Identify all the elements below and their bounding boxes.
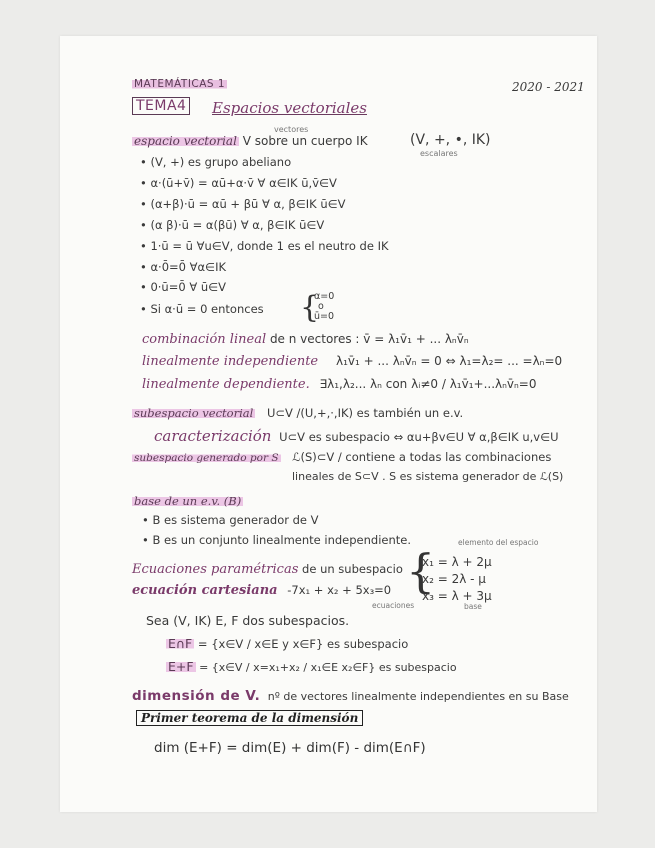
combinacion-term: combinación lineal bbox=[142, 332, 267, 347]
param-term: Ecuaciones paramétricas bbox=[132, 562, 299, 577]
base-item: • B es un conjunto linealmente independiente. bbox=[142, 533, 411, 547]
teorema-title: Primer teorema de la dimensión bbox=[136, 710, 363, 726]
cart-line bbox=[132, 583, 391, 598]
elemento-note: elemento del espacio bbox=[458, 538, 539, 547]
dimension-line bbox=[132, 688, 569, 704]
axiom-item: • Si α·ū = 0 entonces bbox=[140, 302, 264, 316]
escalares-note: escalares bbox=[420, 149, 458, 158]
definition-text: V sobre un cuerpo IK bbox=[242, 134, 368, 148]
param-system: x₁ = λ + 2μ x₂ = 2λ - μ x₃ = λ + 3μ bbox=[422, 555, 492, 603]
interseccion-label: E∩F bbox=[168, 636, 193, 651]
base-item: • B es sistema generador de V bbox=[142, 513, 319, 527]
notebook-page bbox=[60, 36, 597, 812]
system-brace: { bbox=[406, 544, 436, 598]
generado-term: subespacio generado por S bbox=[134, 452, 279, 464]
teorema-box bbox=[136, 711, 363, 725]
param-text: de un subespacio bbox=[302, 562, 403, 576]
subespacio-text: U⊂V /(U,+,·,IK) es también un e.v. bbox=[266, 406, 464, 420]
definition-line bbox=[132, 134, 368, 148]
generado-line bbox=[132, 450, 551, 464]
suma-label: E+F bbox=[168, 659, 194, 674]
year-label: 2020 - 2021 bbox=[512, 80, 585, 94]
subject-text: MATEMÁTICAS 1 bbox=[134, 78, 226, 90]
cart-term: ecuación cartesiana bbox=[132, 583, 278, 598]
base-line bbox=[132, 494, 243, 508]
subespacio-line bbox=[132, 406, 463, 420]
definition-term: espacio vectorial bbox=[134, 134, 237, 148]
axiom-brace: { bbox=[300, 290, 320, 325]
lin-indep-text: λ₁v̄₁ + ... λₙv̄ₙ = 0 ⇔ λ₁=λ₂= ... =λₙ=0 bbox=[335, 354, 563, 368]
dimension-term: dimensión de V. bbox=[132, 688, 261, 704]
lin-dep-term: linealmente dependiente. bbox=[142, 377, 310, 392]
axiom-item: • 1·ū = ū ∀u∈V, donde 1 es el neutro de IK bbox=[140, 239, 389, 253]
cart-text: -7x₁ + x₂ + 5x₃=0 bbox=[287, 583, 392, 597]
generado-text-1: ℒ(S)⊂V / contiene a todas las combinaciones bbox=[292, 450, 552, 464]
axiom-item: • α·(ū+v̄) = αū+α·v̄ ∀ α∈IK ū,v̄∈V bbox=[140, 176, 337, 190]
subject-label bbox=[132, 78, 227, 90]
subespacio-term: subespacio vectorial bbox=[134, 406, 254, 420]
interseccion-text: = {x∈V / x∈E y x∈F} es subespacio bbox=[197, 637, 409, 651]
interseccion-line bbox=[166, 636, 408, 651]
axiom-item: • 0·ū=0̄ ∀ ū∈V bbox=[140, 280, 227, 294]
lin-indep-line bbox=[142, 354, 562, 369]
base-note: base bbox=[464, 602, 482, 611]
generado-text-2: lineales de S⊂V . S es sistema generador de ℒ(S) bbox=[292, 470, 564, 483]
lin-dep-text: ∃λ₁,λ₂... λₙ con λᵢ≠0 / λ₁v̄₁+...λₙv̄ₙ=0 bbox=[319, 377, 537, 391]
base-term: base de un e.v. (B) bbox=[134, 494, 242, 508]
axiom-item: • (V, +) es grupo abeliano bbox=[140, 155, 292, 169]
axiom-item: • α·0̄=0̄ ∀α∈IK bbox=[140, 260, 227, 274]
sea-line: Sea (V, IK) E, F dos subespacios. bbox=[146, 613, 350, 628]
caracterizacion-line bbox=[154, 427, 559, 445]
suma-line bbox=[166, 659, 457, 674]
teorema-formula: dim (E+F) = dim(E) + dim(F) - dim(E∩F) bbox=[154, 740, 426, 756]
page-title: Espacios vectoriales bbox=[212, 99, 367, 117]
tema-label: TEMA4 bbox=[132, 97, 190, 115]
caracterizacion-term: caracterización bbox=[154, 427, 272, 445]
combinacion-line bbox=[142, 332, 469, 347]
param-line bbox=[132, 562, 403, 577]
ecuaciones-note: ecuaciones bbox=[372, 601, 415, 610]
axiom-item: • (α+β)·ū = αū + βū ∀ α, β∈IK ū∈V bbox=[140, 197, 346, 211]
tuple: (V, +, •, IK) bbox=[410, 132, 491, 148]
tema-box bbox=[132, 98, 190, 114]
dimension-text: nº de vectores linealmente independientes en su Base bbox=[267, 690, 569, 703]
lin-dep-line bbox=[142, 377, 536, 392]
suma-text: = {x∈V / x=x₁+x₂ / x₁∈E x₂∈F} es subespacio bbox=[199, 661, 457, 674]
axiom-brace-content: α=0 o ū=0 bbox=[314, 291, 335, 322]
combinacion-text: de n vectores : v̄ = λ₁v̄₁ + ... λₙv̄ₙ bbox=[269, 332, 469, 346]
lin-indep-term: linealmente independiente bbox=[142, 354, 319, 369]
axiom-item: • (α β)·ū = α(βū) ∀ α, β∈IK ū∈V bbox=[140, 218, 325, 232]
caracterizacion-text: U⊂V es subespacio ⇔ αu+βv∈U ∀ α,β∈IK u,v∈U bbox=[279, 430, 559, 444]
vectores-note: vectores bbox=[274, 125, 309, 134]
